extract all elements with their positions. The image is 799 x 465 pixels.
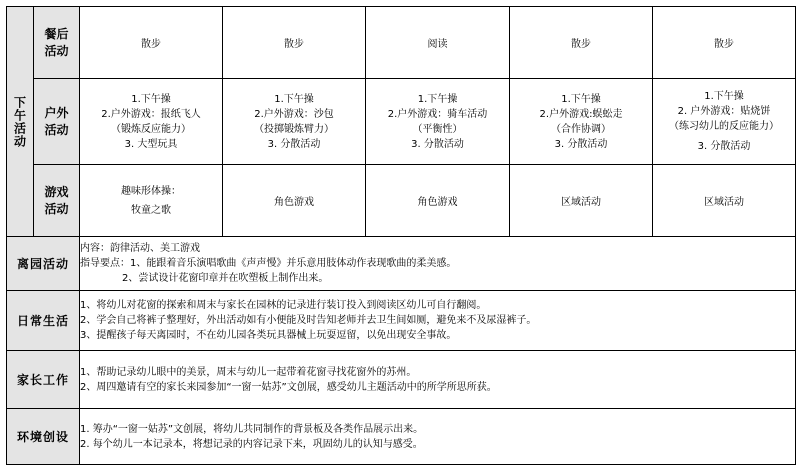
row-game-activity: [7, 165, 796, 237]
game-cell: [80, 165, 223, 237]
leave-line: 指导要点：1、能跟着音乐演唱歌曲《声声慢》并乐意用肢体动作表现歌曲的柔美感。: [80, 258, 457, 269]
leave-activity-label: 离园活动: [7, 237, 80, 291]
outdoor-cell: [366, 79, 510, 165]
daily-life-content: [80, 291, 796, 351]
environment-content: [80, 409, 796, 465]
outdoor-line: 1.下午操: [274, 93, 314, 105]
outdoor-line: 1.下午操: [131, 93, 171, 105]
game-line: 牧童之歌: [131, 204, 171, 216]
parent-work-content: [80, 351, 796, 409]
afternoon-section-label: [7, 7, 34, 237]
outdoor-line: （练习幼儿的反应能力）: [669, 121, 779, 132]
outdoor-line: （平衡性）: [412, 123, 463, 135]
parent-work-label: 家长工作: [7, 351, 80, 409]
meal-cell: 散步: [223, 7, 366, 79]
outdoor-line: 2.户外游戏：沙包: [254, 108, 334, 120]
row-meal-activity: [7, 7, 796, 79]
outdoor-line: 1.下午操: [704, 91, 744, 102]
daily-line: 3、提醒孩子每天离园时，不在幼儿园各类玩具器械上玩耍逗留，以免出现安全事故。: [80, 330, 457, 341]
row-outdoor-activity: [7, 79, 796, 165]
game-line: 趣味形体操：: [121, 185, 181, 197]
row-environment: [7, 409, 796, 465]
meal-activity-label: 餐后活动: [44, 26, 69, 58]
game-cell: 区域活动: [510, 165, 653, 237]
outdoor-line: 3. 分散活动: [267, 138, 321, 150]
outdoor-cell: [80, 79, 223, 165]
game-activity-label-cell: [34, 165, 80, 237]
outdoor-line: 3. 分散活动: [554, 138, 608, 150]
environment-line: 1. 筹办“一窗一姑苏”文创展，将幼儿共同制作的背景板及各类作品展示出来。: [80, 423, 424, 435]
outdoor-line: 3. 分散活动: [411, 138, 464, 150]
meal-cell: 散步: [80, 7, 223, 79]
meal-activity-label-cell: [34, 7, 80, 79]
afternoon-label: 下午活动: [12, 95, 27, 148]
daily-line: 2、学会自己将裤子整理好，外出活动如有小便能及时告知老师并去卫生间如厕，避免来不及尿湿裤子。: [80, 315, 537, 326]
outdoor-activity-label-cell: [34, 79, 80, 165]
outdoor-line: 2. 户外游戏：贴烧饼: [677, 106, 771, 117]
environment-line: 2. 每个幼儿一本记录本，将想记录的内容记录下来，巩固幼儿的认知与感受。: [80, 438, 423, 450]
outdoor-cell: [510, 79, 653, 165]
leave-line: 2、尝试设计花窗印章并在吹塑板上制作出来。: [122, 273, 329, 284]
outdoor-cell: [653, 79, 796, 165]
meal-cell: 散步: [653, 7, 796, 79]
row-leave-activity: [7, 237, 796, 291]
outdoor-line: 2.户外游戏：报纸飞人: [101, 108, 201, 120]
outdoor-line: 2.户外游戏:蜈蚣走: [539, 108, 623, 120]
outdoor-line: 1.下午操: [417, 93, 458, 105]
outdoor-line: （锻炼反应能力）: [111, 123, 191, 135]
game-cell: 角色游戏: [366, 165, 510, 237]
outdoor-line: 3. 分散活动: [697, 141, 751, 152]
environment-label: 环境创设: [7, 409, 80, 465]
game-activity-label: 游戏活动: [44, 184, 69, 216]
outdoor-line: （合作协调）: [551, 123, 611, 135]
leave-line: 内容：韵律活动、美工游戏: [80, 243, 200, 254]
meal-cell: 阅读: [366, 7, 510, 79]
outdoor-line: （投掷锻炼臂力）: [254, 123, 334, 135]
daily-life-label: 日常生活: [7, 291, 80, 351]
outdoor-line: 3. 大型玩具: [124, 138, 178, 150]
row-parent-work: [7, 351, 796, 409]
game-cell: 角色游戏: [223, 165, 366, 237]
outdoor-activity-label: 户外活动: [44, 105, 69, 137]
meal-cell: 散步: [510, 7, 653, 79]
leave-activity-content: [80, 237, 796, 291]
daily-line: 1、将幼儿对花窗的探索和周末与家长在园林的记录进行装订投入到阅读区幼儿可自行翻阅。: [80, 300, 487, 311]
row-daily-life: [7, 291, 796, 351]
outdoor-cell: [223, 79, 366, 165]
parent-line: 2、周四邀请有空的家长来园参加“一窗一姑苏”文创展，感受幼儿主题活动中的所学所思所获。: [80, 381, 497, 393]
outdoor-line: 2.户外游戏：骑车活动: [387, 108, 488, 120]
game-cell: 区域活动: [653, 165, 796, 237]
weekly-schedule-table: [6, 6, 796, 465]
parent-line: 1、帮助记录幼儿眼中的美景，周末与幼儿一起带着花窗寻找花窗外的苏州。: [80, 366, 417, 378]
outdoor-line: 1.下午操: [561, 93, 601, 105]
